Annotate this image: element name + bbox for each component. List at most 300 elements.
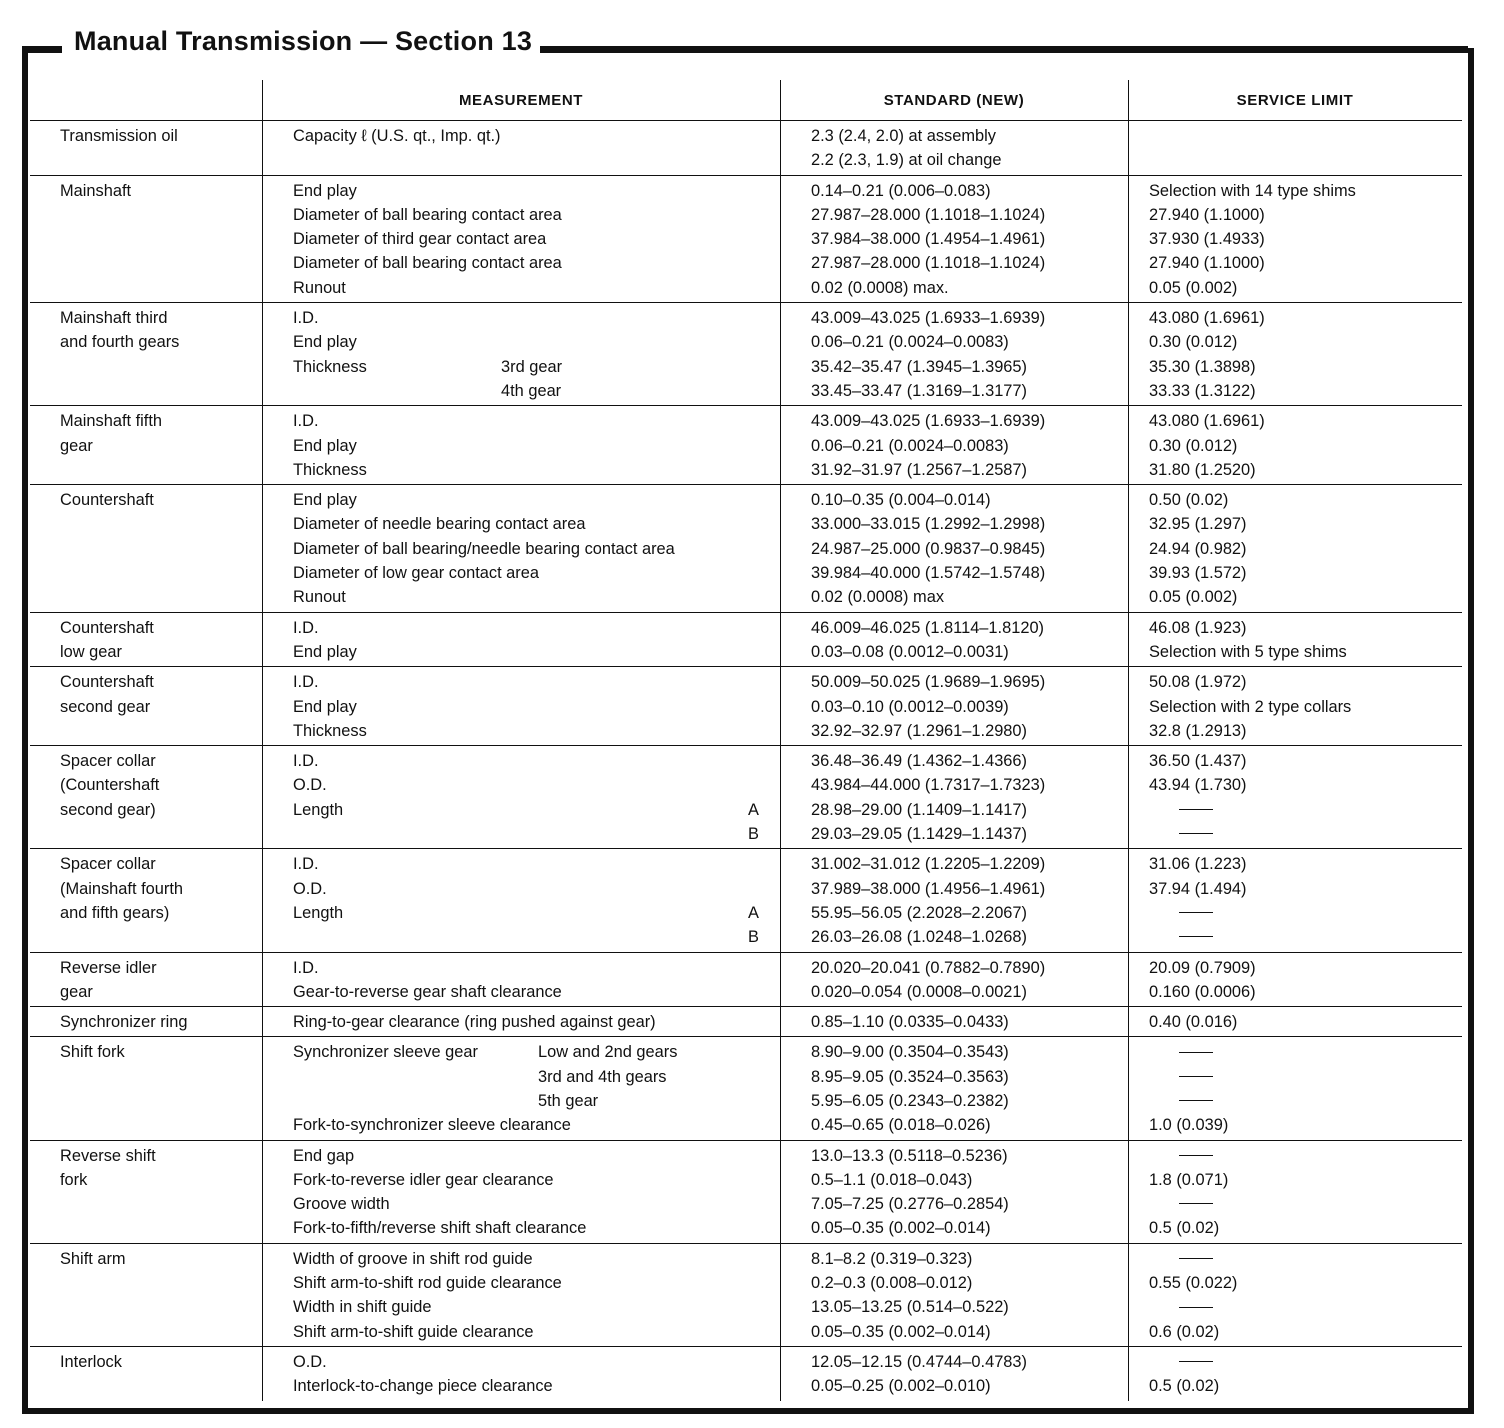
measurement-line (293, 670, 780, 694)
measurement-label: End play (293, 333, 357, 352)
measurement-line (293, 640, 780, 664)
not-applicable-dash (1179, 1052, 1213, 1053)
item-name: second gear) (60, 800, 156, 819)
measurement-label: Runout (293, 588, 346, 607)
service-limit-value: 0.6 (0.02) (1149, 1322, 1220, 1341)
standard-value: 43.984–44.000 (1.7317–1.7323) (811, 776, 1046, 795)
standard-value: 0.2–0.3 (0.008–0.012) (811, 1274, 973, 1293)
service-limit-value: 0.5 (0.02) (1149, 1377, 1220, 1396)
service-limit-value: Selection with 5 type shims (1149, 642, 1347, 661)
service-limit-value (1149, 822, 1462, 846)
measurement-label: Diameter of needle bearing contact area (293, 515, 586, 534)
service-limit-cell (1129, 746, 1463, 849)
measurement-line (293, 512, 780, 536)
table-row (30, 406, 1462, 485)
item-name: Shift fork (60, 1043, 125, 1062)
service-limit-cell (1129, 175, 1463, 302)
measurement-label: O.D. (293, 776, 327, 795)
measurement-line (293, 537, 780, 561)
standard-value: 5.95–6.05 (0.2343–0.2382) (811, 1091, 1009, 1110)
service-limit-value: 36.50 (1.437) (1149, 752, 1247, 771)
measurement-label: Thickness (293, 460, 367, 479)
measurement-label: Diameter of third gear contact area (293, 230, 547, 249)
measurement-line (293, 1113, 780, 1137)
header-service-limit: SERVICE LIMIT (1129, 80, 1463, 121)
measurement-cell (263, 406, 781, 485)
measurement-line (293, 124, 780, 148)
measurement-label: Thickness (293, 357, 367, 376)
measurement-line (293, 901, 780, 925)
standard-value: 31.92–31.97 (1.2567–1.2587) (811, 460, 1027, 479)
standard-value: 33.45–33.47 (1.3169–1.3177) (811, 381, 1027, 400)
measurement-label: Runout (293, 278, 346, 297)
spec-table (30, 80, 1462, 1401)
not-applicable-dash (1179, 1203, 1213, 1204)
item-cell (30, 121, 263, 176)
measurement-label: Interlock-to-change piece clearance (293, 1377, 553, 1396)
header-standard: STANDARD (NEW) (781, 80, 1129, 121)
standard-value: 24.987–25.000 (0.9837–0.9845) (811, 539, 1046, 558)
service-limit-cell (1129, 303, 1463, 406)
item-name: Countershaft (60, 618, 154, 637)
measurement-label: Diameter of ball bearing contact area (293, 205, 562, 224)
measurement-line (293, 561, 780, 585)
standard-value: 2.2 (2.3, 1.9) at oil change (811, 151, 1002, 170)
service-limit-cell (1129, 121, 1463, 176)
standard-cell (781, 746, 1129, 849)
service-limit-value: 0.05 (0.002) (1149, 278, 1238, 297)
measurement-cell (263, 746, 781, 849)
service-limit-cell (1129, 1140, 1463, 1243)
table-row (30, 121, 1462, 176)
standard-value: 7.05–7.25 (0.2776–0.2854) (811, 1195, 1009, 1214)
service-limit-value: 32.95 (1.297) (1149, 515, 1247, 534)
measurement-label: O.D. (293, 1352, 327, 1371)
table-row (30, 952, 1462, 1007)
measurement-cell (263, 121, 781, 176)
measurement-line (293, 1374, 780, 1398)
measurement-label: Groove width (293, 1195, 390, 1214)
service-limit-value (1149, 1089, 1462, 1113)
item-cell (30, 1243, 263, 1346)
measurement-line (293, 179, 780, 203)
service-limit-value (1149, 148, 1462, 172)
table-row (30, 746, 1462, 849)
measurement-line (293, 203, 780, 227)
measurement-cell (263, 485, 781, 612)
measurement-cell (263, 303, 781, 406)
service-limit-cell (1129, 1346, 1463, 1400)
standard-value: 0.020–0.054 (0.0008–0.0021) (811, 982, 1027, 1001)
standard-value: 26.03–26.08 (1.0248–1.0268) (811, 928, 1027, 947)
measurement-line (293, 852, 780, 876)
standard-value: 39.984–40.000 (1.5742–1.5748) (811, 564, 1046, 583)
item-name: Reverse idler (60, 958, 157, 977)
standard-cell (781, 849, 1129, 952)
item-name: second gear (60, 697, 151, 716)
standard-value: 0.02 (0.0008) max. (811, 278, 949, 297)
measurement-label: O.D. (293, 879, 327, 898)
item-cell (30, 1007, 263, 1037)
service-limit-value: 37.930 (1.4933) (1149, 230, 1265, 249)
item-cell (30, 849, 263, 952)
standard-value: 13.05–13.25 (0.514–0.522) (811, 1298, 1009, 1317)
item-cell (30, 612, 263, 667)
measurement-label: Length (293, 903, 344, 922)
measurement-cell (263, 1037, 781, 1140)
measurement-label: Ring-to-gear clearance (ring pushed against gear) (293, 1013, 656, 1032)
standard-value: 29.03–29.05 (1.1429–1.1437) (811, 825, 1027, 844)
service-limit-value: 0.160 (0.0006) (1149, 982, 1256, 1001)
item-name: Spacer collar (60, 855, 156, 874)
service-limit-value: 0.5 (0.02) (1149, 1219, 1220, 1238)
measurement-label: End play (293, 642, 357, 661)
measurement-line (293, 306, 780, 330)
service-limit-value: 43.080 (1.6961) (1149, 309, 1265, 328)
measurement-sublabel: 3rd gear (501, 357, 563, 376)
measurement-label: I.D. (293, 309, 319, 328)
measurement-label: Width in shift guide (293, 1298, 432, 1317)
standard-cell (781, 485, 1129, 612)
measurement-cell (263, 1140, 781, 1243)
standard-value: 31.002–31.012 (1.2205–1.2209) (811, 855, 1046, 874)
item-name: (Mainshaft fourth (60, 879, 183, 898)
standard-value: 2.3 (2.4, 2.0) at assembly (811, 127, 996, 145)
measurement-line (293, 925, 780, 949)
measurement-sublabel: Low and 2nd gears (538, 1043, 678, 1062)
measurement-label: Shift arm-to-shift rod guide clearance (293, 1274, 562, 1293)
table-row (30, 849, 1462, 952)
measurement-line (293, 695, 780, 719)
item-name: Spacer collar (60, 752, 156, 771)
measurement-sublabel: 4th gear (501, 381, 562, 400)
measurement-line (293, 1271, 780, 1295)
item-name: Mainshaft (60, 181, 132, 200)
table-row (30, 1346, 1462, 1400)
measurement-label: Diameter of ball bearing contact area (293, 254, 562, 273)
service-limit-value: 27.940 (1.1000) (1149, 205, 1265, 224)
measurement-label: End play (293, 491, 357, 510)
measurement-sublabel: B (748, 825, 759, 844)
standard-value: 0.14–0.21 (0.006–0.083) (811, 181, 991, 200)
standard-value: 33.000–33.015 (1.2992–1.2998) (811, 515, 1046, 534)
measurement-line (293, 798, 780, 822)
standard-value: 43.009–43.025 (1.6933–1.6939) (811, 412, 1046, 431)
not-applicable-dash (1179, 1258, 1213, 1259)
measurement-line (293, 1216, 780, 1240)
service-limit-value: 0.55 (0.022) (1149, 1274, 1238, 1293)
service-limit-value: 43.080 (1.6961) (1149, 412, 1265, 431)
service-limit-value: 24.94 (0.982) (1149, 539, 1247, 558)
measurement-line (293, 585, 780, 609)
measurement-line (293, 1247, 780, 1271)
service-limit-cell (1129, 1243, 1463, 1346)
service-limit-value (1149, 1192, 1462, 1216)
measurement-line (293, 719, 780, 743)
standard-value: 0.05–0.35 (0.002–0.014) (811, 1322, 991, 1341)
item-name: Transmission oil (60, 127, 178, 145)
standard-value: 0.02 (0.0008) max (811, 588, 945, 607)
item-cell (30, 667, 263, 746)
standard-value: 0.06–0.21 (0.0024–0.0083) (811, 436, 1009, 455)
measurement-label: Width of groove in shift rod guide (293, 1249, 533, 1268)
standard-value: 37.984–38.000 (1.4954–1.4961) (811, 230, 1046, 249)
measurement-cell (263, 849, 781, 952)
header-item (30, 80, 263, 121)
service-limit-value: 46.08 (1.923) (1149, 618, 1247, 637)
measurement-sublabel: 5th gear (538, 1091, 599, 1110)
measurement-line (293, 488, 780, 512)
standard-value: 46.009–46.025 (1.8114–1.8120) (811, 618, 1045, 637)
service-limit-value (1149, 1065, 1462, 1089)
service-limit-cell (1129, 952, 1463, 1007)
standard-cell (781, 667, 1129, 746)
measurement-line (293, 877, 780, 901)
standard-value: 8.90–9.00 (0.3504–0.3543) (811, 1043, 1009, 1062)
not-applicable-dash (1179, 1100, 1213, 1101)
standard-cell (781, 1007, 1129, 1037)
standard-value: 27.987–28.000 (1.1018–1.1024) (811, 205, 1046, 224)
table-row (30, 667, 1462, 746)
service-limit-cell (1129, 667, 1463, 746)
standard-value: 0.85–1.10 (0.0335–0.0433) (811, 1013, 1009, 1032)
item-name: Mainshaft third (60, 309, 168, 328)
not-applicable-dash (1179, 1361, 1213, 1362)
measurement-cell (263, 952, 781, 1007)
service-limit-value: 31.06 (1.223) (1149, 855, 1247, 874)
standard-cell (781, 175, 1129, 302)
service-limit-value: 0.05 (0.002) (1149, 588, 1238, 607)
service-limit-value (1149, 1247, 1462, 1271)
measurement-line (293, 148, 780, 172)
standard-cell (781, 406, 1129, 485)
measurement-label: Fork-to-synchronizer sleeve clearance (293, 1116, 571, 1135)
service-limit-cell (1129, 485, 1463, 612)
item-name: Countershaft (60, 491, 154, 510)
item-name: low gear (60, 642, 122, 661)
standard-cell (781, 121, 1129, 176)
measurement-line (293, 822, 780, 846)
standard-value: 12.05–12.15 (0.4744–0.4783) (811, 1352, 1027, 1371)
measurement-line (293, 956, 780, 980)
service-limit-value: Selection with 2 type collars (1149, 697, 1352, 716)
not-applicable-dash (1179, 1155, 1213, 1156)
item-cell (30, 406, 263, 485)
measurement-line (293, 458, 780, 482)
measurement-label: I.D. (293, 673, 319, 692)
item-name: Interlock (60, 1352, 122, 1371)
standard-value: 0.06–0.21 (0.0024–0.0083) (811, 333, 1009, 352)
service-limit-value (1149, 1144, 1462, 1168)
standard-value: 50.009–50.025 (1.9689–1.9695) (811, 673, 1046, 692)
service-limit-cell (1129, 1037, 1463, 1140)
service-limit-value: 39.93 (1.572) (1149, 564, 1247, 583)
measurement-label: Fork-to-fifth/reverse shift shaft clearance (293, 1219, 587, 1238)
standard-cell (781, 303, 1129, 406)
standard-value: 43.009–43.025 (1.6933–1.6939) (811, 309, 1046, 328)
service-limit-value: 20.09 (0.7909) (1149, 958, 1256, 977)
item-name: Countershaft (60, 673, 154, 692)
service-limit-value (1149, 798, 1462, 822)
measurement-label: End play (293, 436, 357, 455)
standard-value: 0.45–0.65 (0.018–0.026) (811, 1116, 991, 1135)
item-name: and fifth gears) (60, 903, 170, 922)
measurement-line (293, 1192, 780, 1216)
standard-value: 32.92–32.97 (1.2961–1.2980) (811, 721, 1027, 740)
page-title: Manual Transmission — Section 13 (62, 26, 540, 57)
service-limit-value (1149, 1040, 1462, 1064)
standard-value: 20.020–20.041 (0.7882–0.7890) (811, 958, 1046, 977)
service-limit-value: 32.8 (1.2913) (1149, 721, 1247, 740)
table-row (30, 1037, 1462, 1140)
service-limit-value: 1.0 (0.039) (1149, 1116, 1229, 1135)
service-limit-value: 33.33 (1.3122) (1149, 381, 1256, 400)
measurement-line (293, 355, 780, 379)
measurement-label: Length (293, 800, 344, 819)
service-limit-value: 0.40 (0.016) (1149, 1013, 1238, 1032)
item-cell (30, 485, 263, 612)
measurement-label: Fork-to-reverse idler gear clearance (293, 1170, 554, 1189)
service-limit-value: 37.94 (1.494) (1149, 879, 1247, 898)
table-row (30, 485, 1462, 612)
measurement-label: I.D. (293, 855, 319, 874)
measurement-line (293, 1089, 780, 1113)
service-limit-value: 43.94 (1.730) (1149, 776, 1247, 795)
table-row (30, 303, 1462, 406)
service-limit-cell (1129, 1007, 1463, 1037)
table-row (30, 1140, 1462, 1243)
standard-value: 0.03–0.08 (0.0012–0.0031) (811, 642, 1009, 661)
service-limit-cell (1129, 406, 1463, 485)
item-name: Shift arm (60, 1249, 126, 1268)
measurement-sublabel: 3rd and 4th gears (538, 1067, 667, 1086)
service-limit-value: 0.50 (0.02) (1149, 491, 1229, 510)
not-applicable-dash (1179, 809, 1213, 810)
measurement-cell (263, 1007, 781, 1037)
not-applicable-dash (1179, 936, 1213, 937)
standard-value: 0.05–0.35 (0.002–0.014) (811, 1219, 991, 1238)
service-limit-value (1149, 901, 1462, 925)
measurement-line (293, 1168, 780, 1192)
not-applicable-dash (1179, 912, 1213, 913)
table-row (30, 1243, 1462, 1346)
table-row (30, 175, 1462, 302)
measurement-label: Diameter of low gear contact area (293, 564, 539, 583)
measurement-line (293, 251, 780, 275)
not-applicable-dash (1179, 1076, 1213, 1077)
measurement-line (293, 1350, 780, 1374)
measurement-label: I.D. (293, 618, 319, 637)
item-cell (30, 175, 263, 302)
service-limit-value: 31.80 (1.2520) (1149, 460, 1256, 479)
standard-value: 8.1–8.2 (0.319–0.323) (811, 1249, 973, 1268)
measurement-line (293, 1040, 780, 1064)
measurement-line (293, 1320, 780, 1344)
standard-value: 13.0–13.3 (0.5118–0.5236) (811, 1146, 1008, 1165)
measurement-line (293, 749, 780, 773)
service-limit-value: 35.30 (1.3898) (1149, 357, 1256, 376)
item-name: gear (60, 982, 93, 1001)
table-row (30, 612, 1462, 667)
standard-cell (781, 1037, 1129, 1140)
measurement-label: Diameter of ball bearing/needle bearing contact area (293, 539, 675, 558)
measurement-line (293, 980, 780, 1004)
not-applicable-dash (1179, 833, 1213, 834)
standard-value: 8.95–9.05 (0.3524–0.3563) (811, 1067, 1009, 1086)
measurement-line (293, 409, 780, 433)
service-limit-value: 0.30 (0.012) (1149, 333, 1238, 352)
measurement-sublabel: B (748, 928, 759, 947)
measurement-sublabel: A (748, 800, 759, 819)
item-cell (30, 1140, 263, 1243)
measurement-line (293, 276, 780, 300)
measurement-label: End play (293, 697, 357, 716)
measurement-line (293, 227, 780, 251)
service-limit-value: Selection with 14 type shims (1149, 181, 1356, 200)
measurement-cell (263, 175, 781, 302)
item-name: (Countershaft (60, 776, 160, 795)
service-limit-value: 0.30 (0.012) (1149, 436, 1238, 455)
standard-cell (781, 612, 1129, 667)
standard-value: 37.989–38.000 (1.4956–1.4961) (811, 879, 1046, 898)
item-cell (30, 303, 263, 406)
measurement-label: Shift arm-to-shift guide clearance (293, 1322, 534, 1341)
measurement-line (293, 1010, 780, 1034)
standard-value: 0.10–0.35 (0.004–0.014) (811, 491, 991, 510)
standard-value: 28.98–29.00 (1.1409–1.1417) (811, 800, 1027, 819)
service-limit-value (1149, 124, 1462, 148)
service-limit-value: 1.8 (0.071) (1149, 1170, 1229, 1189)
measurement-label: I.D. (293, 412, 319, 431)
item-name: Synchronizer ring (60, 1013, 188, 1032)
measurement-cell (263, 667, 781, 746)
standard-value: 55.95–56.05 (2.2028–2.2067) (811, 903, 1027, 922)
header-measurement: MEASUREMENT (263, 80, 781, 121)
measurement-line (293, 379, 780, 403)
service-limit-value: 27.940 (1.1000) (1149, 254, 1265, 273)
not-applicable-dash (1179, 1307, 1213, 1308)
item-name: Mainshaft fifth (60, 412, 163, 431)
measurement-label: End play (293, 181, 357, 200)
standard-value: 0.03–0.10 (0.0012–0.0039) (811, 697, 1009, 716)
measurement-line (293, 1144, 780, 1168)
standard-value: 27.987–28.000 (1.1018–1.1024) (811, 254, 1046, 273)
standard-cell (781, 952, 1129, 1007)
item-cell (30, 1346, 263, 1400)
measurement-label: I.D. (293, 752, 319, 771)
item-cell (30, 746, 263, 849)
service-limit-value: 50.08 (1.972) (1149, 673, 1247, 692)
measurement-sublabel: A (748, 903, 759, 922)
item-name: fork (60, 1170, 88, 1189)
measurement-label: Gear-to-reverse gear shaft clearance (293, 982, 562, 1001)
item-cell (30, 1037, 263, 1140)
standard-value: 0.05–0.25 (0.002–0.010) (811, 1377, 991, 1396)
service-limit-cell (1129, 849, 1463, 952)
service-limit-value (1149, 1350, 1462, 1374)
measurement-label: End gap (293, 1146, 355, 1165)
measurement-cell (263, 612, 781, 667)
standard-value: 35.42–35.47 (1.3945–1.3965) (811, 357, 1027, 376)
item-name: Reverse shift (60, 1146, 156, 1165)
standard-cell (781, 1243, 1129, 1346)
header-row (30, 80, 1462, 121)
measurement-line (293, 1065, 780, 1089)
measurement-line (293, 1295, 780, 1319)
item-name: and fourth gears (60, 333, 180, 352)
standard-cell (781, 1140, 1129, 1243)
measurement-line (293, 330, 780, 354)
